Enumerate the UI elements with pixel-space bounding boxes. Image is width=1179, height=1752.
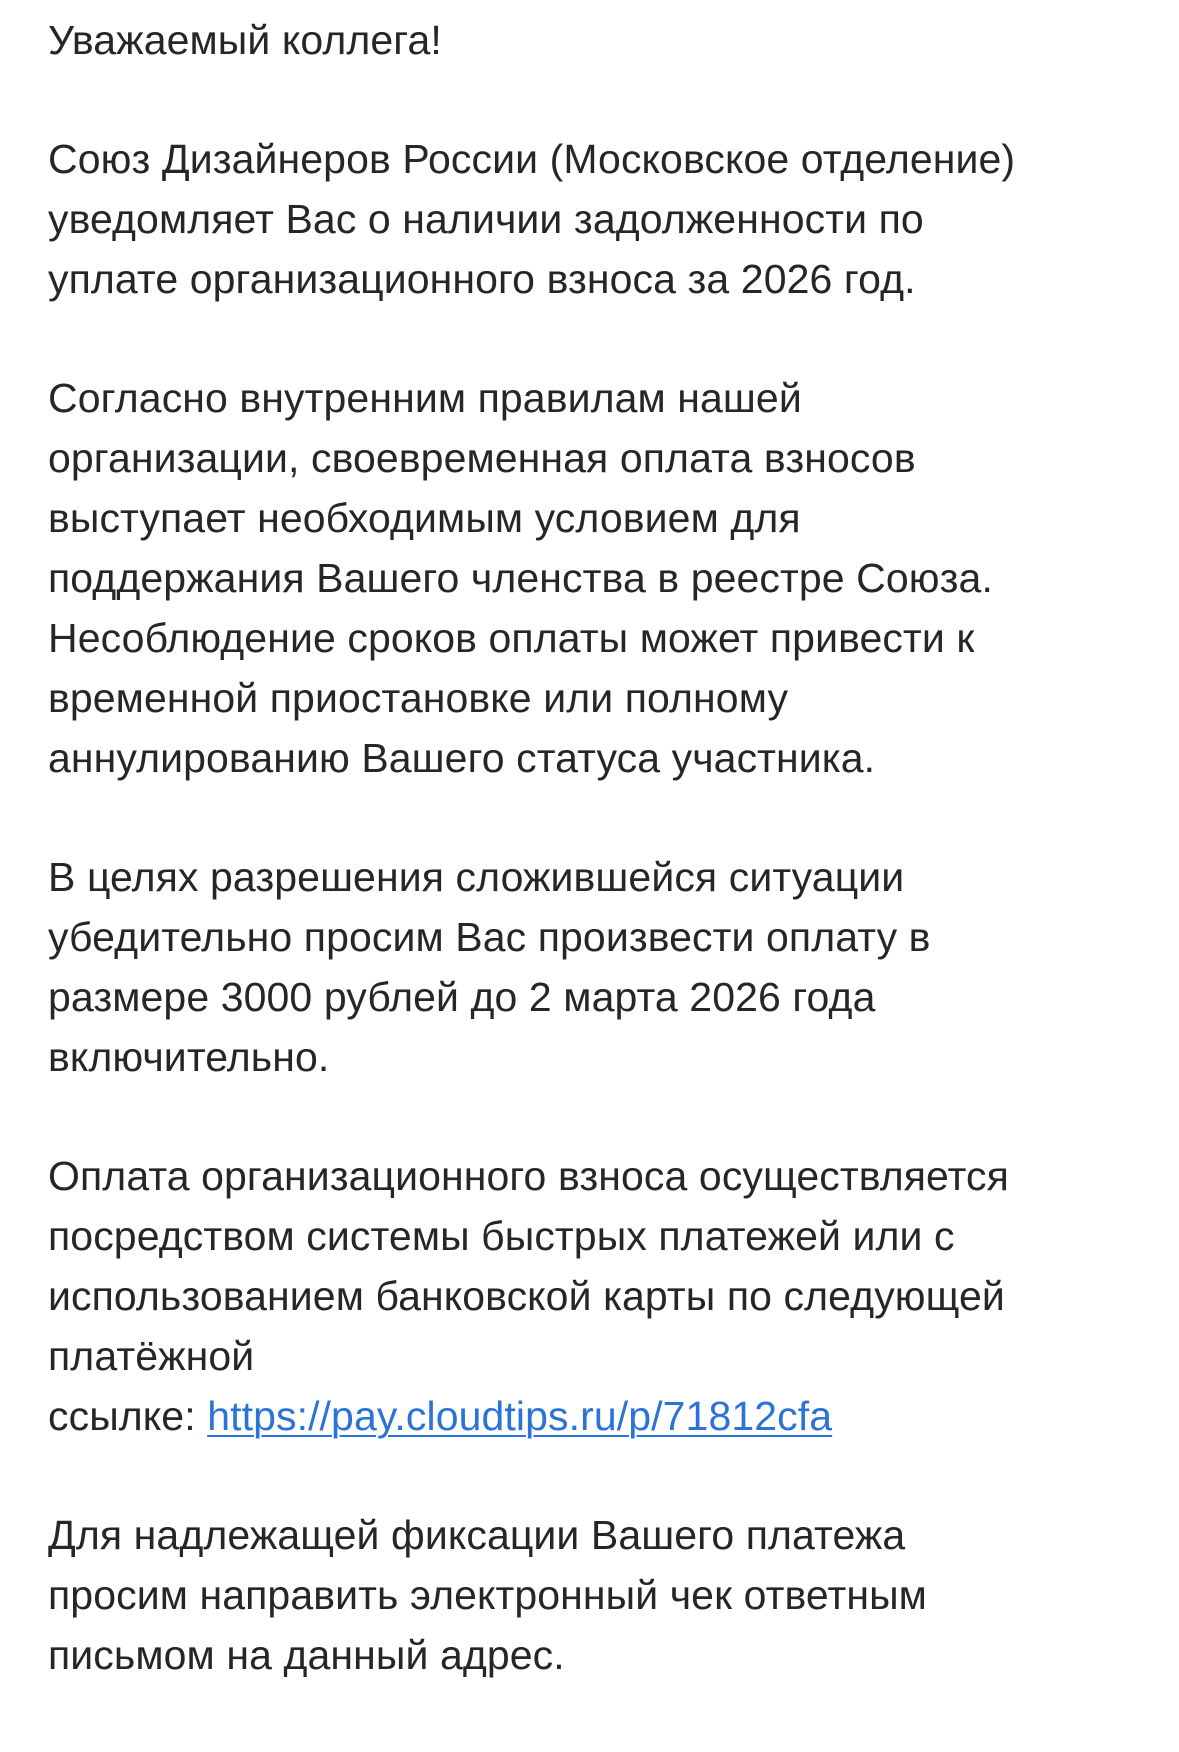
paragraph-receipt-request: Для надлежащей фиксации Вашего платежа просим направить электронный чек ответным письмом на данный адрес. [48,1512,927,1678]
paragraph-payment-method [48,1146,1158,1446]
email-body [48,10,1158,1744]
paragraph-membership-rules: Согласно внутренним правилам нашей организации, своевременная оплата взносов выступает необходимым условием для поддержания Вашего членства в реестре Союза. Несоблюдение сроков оплаты может привести к временной приостановке или полному аннулированию Вашего статуса участника. [48,375,993,781]
paragraph-debt-notice: Союз Дизайнеров России (Московское отделение) уведомляет Вас о наличии задолженности по уплате организационного взноса за 2026 год. [48,136,1016,302]
payment-method-text: Оплата организационного взноса осуществляется посредством системы быстрых платежей или с использованием банковской карты по следующей платёжной ссылке: [48,1153,1009,1439]
greeting: Уважаемый коллега! [48,17,442,63]
paragraph-payment-request: В целях разрешения сложившейся ситуации убедительно просим Вас произвести оплату в размере 3000 рублей до 2 марта 2026 года включительно. [48,854,931,1080]
payment-link[interactable]: https://pay.cloudtips.ru/p/71812cfa [207,1393,833,1439]
